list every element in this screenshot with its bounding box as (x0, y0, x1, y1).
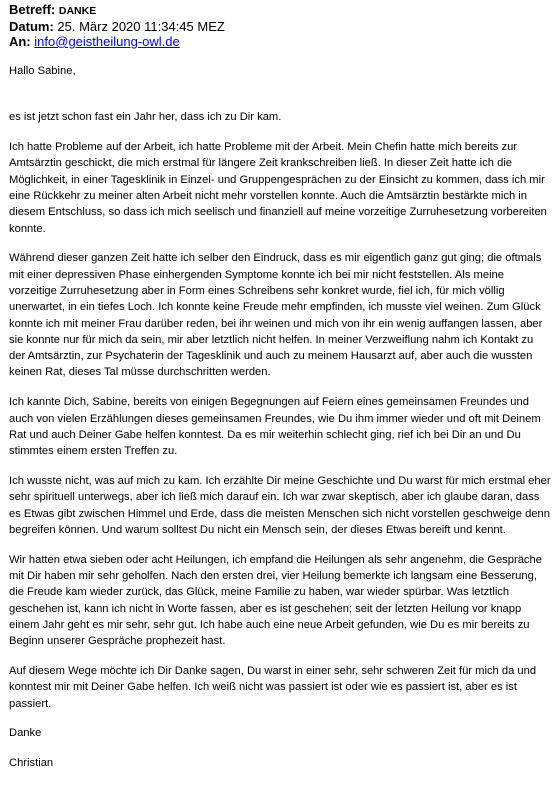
signature: Christian (9, 757, 54, 770)
subject-label: Betreff: (9, 2, 56, 17)
recipient-email-link[interactable]: info@geistheilung-owl.de (34, 34, 180, 49)
body-paragraph: es ist jetzt schon fast ein Jahr her, dass ich zu Dir kam. (9, 111, 282, 124)
body-paragraph: Während dieser ganzen Zeit hatte ich selber den Eindruck, dass es mir eigentlich ganz gut ging; die oftmals mit einer depressiven Phase einhergenden Symptome konnte ich bei mir nicht feststellen. Als meine vorzeitige Zurruhesetzung aber in Form eines Schreibens sehr konkret wurde, fiel ich, für mich völlig unerwartet, in ein tiefes Loch. Ich konnte keine Freude mehr empfinden, ich musste viel weinen. Zum Glück konnte ich mit meiner Frau darüber reden, bei ihr weinen und mich von ihr ein wenig auffangen lassen, aber sie konnte nur für mich da sein, mir aber letztlich nicht helfen. In meiner Verzweiflung nahm ich Kontakt zu der Amtsärztin, zur Psychaterin der Tagesklinik und auch zu meinem Hausarzt auf, aber auch die wussten keinen Rat, dieses Tal müsse durchschritten werden. (9, 252, 543, 379)
email-header (9, 2, 551, 49)
closing: Danke (9, 727, 42, 740)
body-paragraph: Auf diesem Wege möchte ich Dir Danke sagen, Du warst in einer sehr, sehr schweren Zeit für mich da und konntest mir mit Deiner Gabe helfen. Ich weiß nicht was passiert ist oder wie es passiert ist, aber es ist passiert. (9, 664, 537, 710)
greeting: Hallo Sabine, (9, 65, 76, 77)
subject-value: DANKE (58, 5, 97, 17)
body-paragraph: Ich kannte Dich, Sabine, bereits von einigen Begegnungen auf Feiern eines gemeinsamen Freundes und auch von vielen Erzählungen dieses gemeinsamen Freundes, wie Du ihm immer wieder und oft mit Deinem Rat und auch Deiner Gabe helfen konntest. Da es mir weiterhin schlecht ging, rief ich bei Dir an und Du stimmtes einem ersten Treffen zu. (9, 396, 541, 458)
date-label: Datum: (9, 19, 54, 34)
subject-row (9, 2, 551, 19)
body-paragraph: Wir hatten etwa sieben oder acht Heilungen, ich empfand die Heilungen als sehr angenehm, die Gespräche mit Dir haben mir sehr geholfen. Nach den ersten drei, vier Heilung bemerkte ich langsam eine Besserung, die Freude kam wieder zurück, das Glück, meine Familie zu haben, war wieder spürbar. Was letztlich geschehen ist, kann ich nicht in Worte fassen, aber es ist geschehen; seit der letzten Heilung vor knapp einem Jahr geht es mir sehr, sehr gut. Ich habe auch eine neue Arbeit gefunden, wie Du es mir bereits zu Beginn unserer Gespräche prophezeit hast. (9, 553, 542, 648)
date-value: 25. März 2020 11:34:45 MEZ (57, 19, 225, 34)
recipient-row (9, 34, 551, 49)
body-paragraph: Ich hatte Probleme auf der Arbeit, ich hatte Probleme mit der Arbeit. Mein Chefin hatte mich bereits zur Amtsärztin geschickt, die mich erstmal für längere Zeit krankschreiben ließ. In dieser Zeit hatte ich die Möglichkeit, in einer Tagesklinik in Einzel- und Gruppengesprächen zu der Einsicht zu kommen, dass ich mir eine Rückkehr zu meiner alten Arbeit nicht mehr vorstellen konnte. Auch die Amtsärztin bestärkte mich in diesem Entschluss, so dass ich mich seelisch und finanziell auf meine vorzeitige Zurruhesetzung vorbereiten konnte. (9, 141, 547, 235)
email-body (9, 63, 551, 771)
recipient-label: An: (9, 34, 31, 49)
date-row (9, 19, 551, 34)
body-paragraph: Ich wusste nicht, was auf mich zu kam. Ich erzählte Dir meine Geschichte und Du warst für mich erstmal eher sehr spirituell unterwegs, aber ich ließ mich darauf ein. Ich war zwar skeptisch, aber ich glaube daran, dass es Etwas gibt zwischen Himmel und Erde, dass die meisten Menschen sich nicht vorstellen geschweige denn begreifen können. Und warum solltest Du nicht ein Mensch sein, der dieses Etwas bereift und kennt. (9, 474, 551, 536)
